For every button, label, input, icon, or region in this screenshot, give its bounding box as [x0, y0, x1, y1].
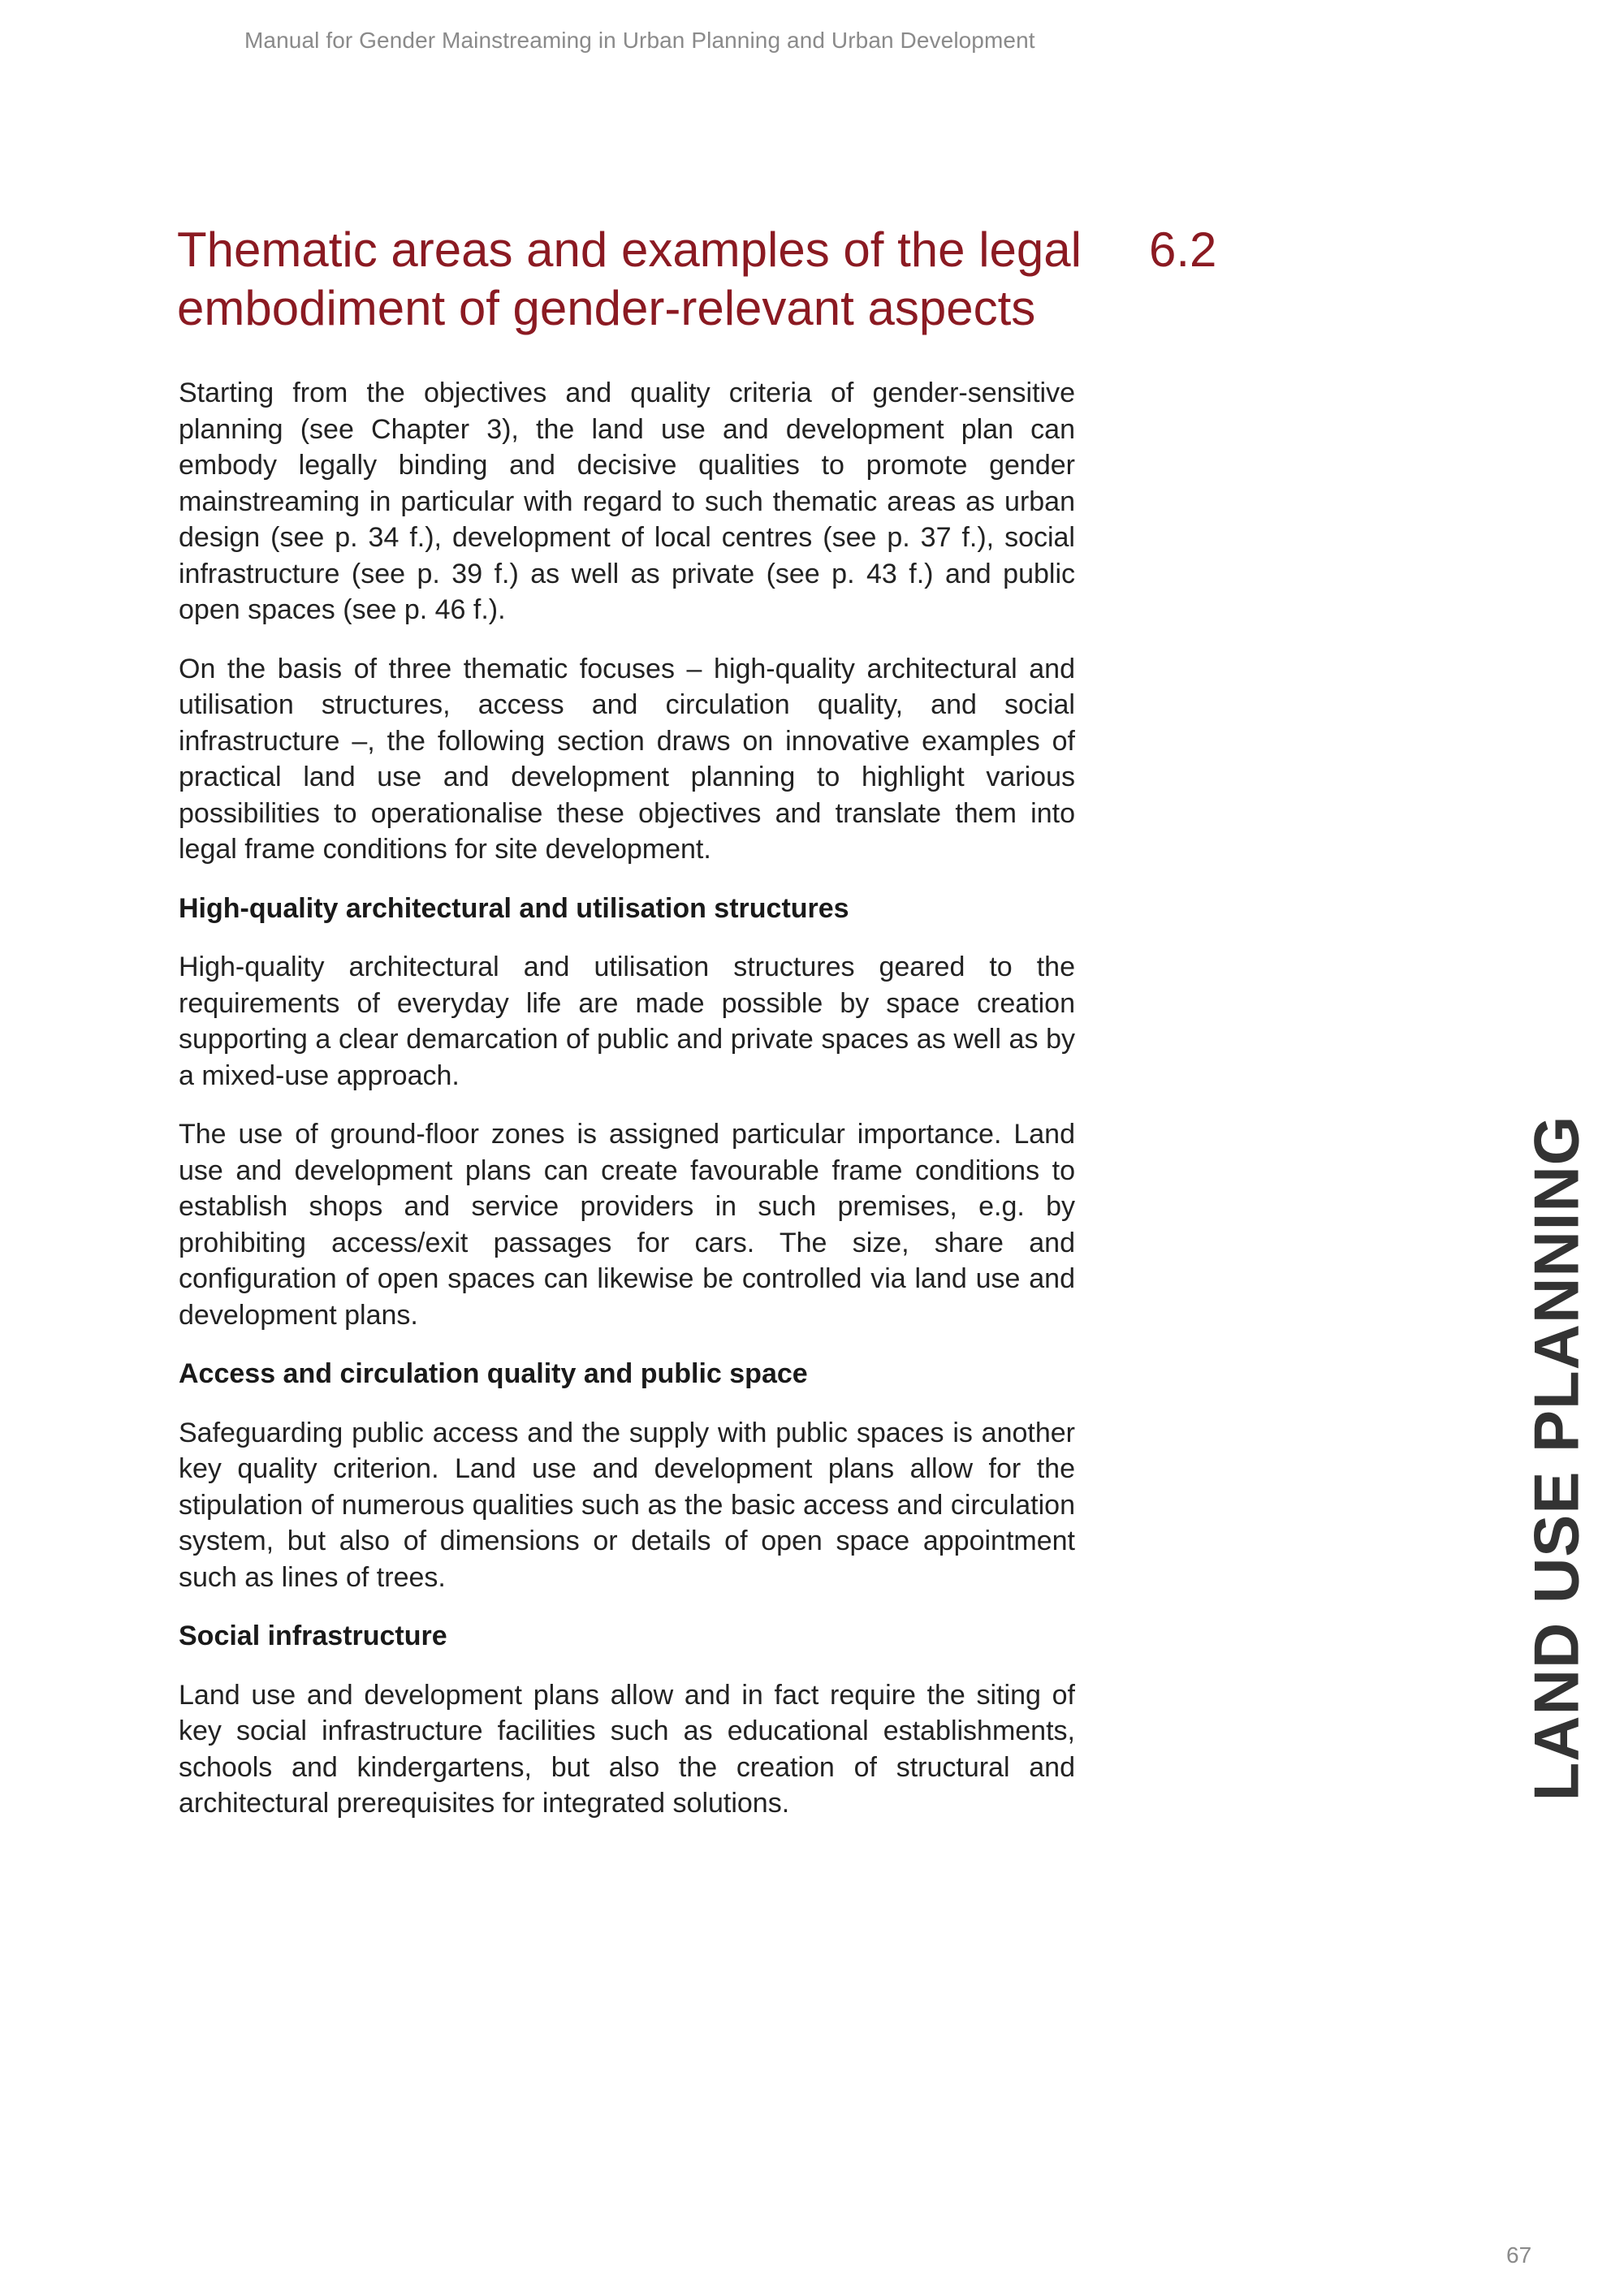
heading-social-infrastructure: Social infrastructure — [179, 1621, 447, 1651]
section-title: Thematic areas and examples of the legal embodiment of gender-relevant aspects — [177, 222, 1082, 335]
intro-paragraph-1: Starting from the objectives and quality criteria of gender-sensitive planning (see Chapter 3), the land use and development plan can embody legally binding and decisive qualities to promote gender mainstreaming in particular with regard to such thematic areas as urban design (see p. 34 f.), development of local centres (see p. 37 f.), social infrastructure (see p. 39 f.) as well as private (see p. 43 f.) and public open spaces (see p. 46 f.). — [179, 378, 1075, 625]
chapter-side-label — [1522, 1108, 1592, 1808]
intro-paragraph-2: On the basis of three thematic focuses – high-quality architectural and utilisation structures, access and circulation quality, and social infrastructure –, the following section draws on innovative examples of practical land use and development planning to highlight various possibilities to operationalise these objectives and translate them into legal frame conditions for site development. — [179, 653, 1075, 865]
heading-architecture: High-quality architectural and utilisation structures — [179, 892, 849, 924]
page-number: 67 — [1506, 2242, 1532, 2268]
chapter-side-label-text: LAND USE PLANNING — [1520, 1115, 1592, 1802]
access-paragraph-1: Safeguarding public access and the supply with public spaces is another key quality criterion. Land use and development plans allow for the stipulation of numerous qualities such as the basic access and circulation system, but also of dimensions or details of open space appointment such as lines of trees. — [179, 1417, 1075, 1593]
architecture-paragraph-1: High-quality architectural and utilisation structures geared to the requirements of everyday life are made possible by space creation supporting a clear demarcation of public and private spaces as well as by a mixed-use approach. — [179, 952, 1075, 1091]
architecture-paragraph-2: The use of ground-floor zones is assigned particular importance. Land use and development plans can create favourable frame conditions to establish shops and service providers in such premises, e.g. by prohibiting access/exit passages for cars. The size, share and configuration of open spaces can likewise be controlled via land use and development plans. — [179, 1119, 1075, 1331]
social-paragraph-1: Land use and development plans allow and in fact require the siting of key social infrastructure facilities such as educational establishments, schools and kindergartens, but also the creation of structural and architectural prerequisites for integrated solutions. — [179, 1679, 1075, 1819]
body-text — [179, 375, 1075, 1845]
section-number: 6.2 — [1149, 222, 1217, 277]
running-header: Manual for Gender Mainstreaming in Urban Planning and Urban Development — [244, 28, 1035, 53]
heading-access: Access and circulation quality and public space — [179, 1358, 808, 1389]
